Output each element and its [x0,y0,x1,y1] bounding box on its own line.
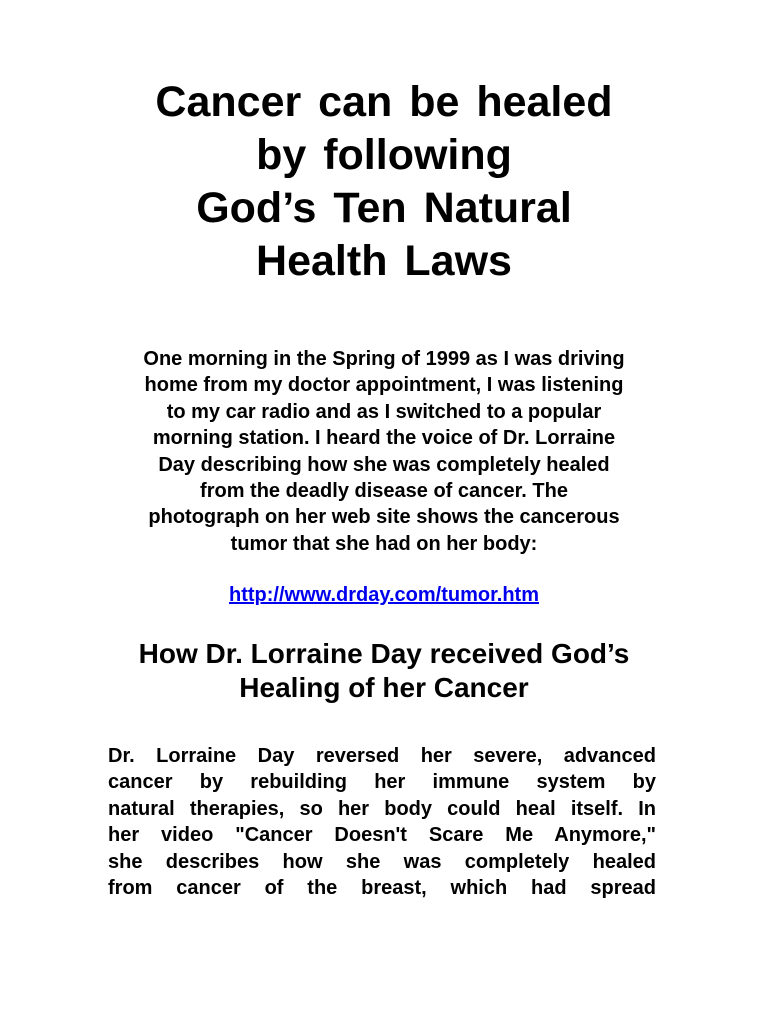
body-line-2: cancer by rebuilding her immune system by [108,771,656,794]
intro-line-3: to my car radio and as I switched to a popular [166,400,602,423]
tumor-link-row [0,582,768,608]
body-line-4: her video "Cancer Doesn't Scare Me Anymore," [108,824,656,847]
section-heading [60,637,708,705]
intro-paragraph [90,346,678,557]
intro-line-8: tumor that she had on her body: [230,532,538,555]
section-heading-line-1: How Dr. Lorraine Day received God’s [138,638,630,669]
body-paragraph [108,743,656,901]
body-line-1: Dr. Lorraine Day reversed her severe, advanced [108,745,656,767]
intro-line-7: photograph on her web site shows the cancerous [148,506,620,529]
body-line-6: from cancer of the breast, which had spread [108,877,656,900]
intro-line-2: home from my doctor appointment, I was listening [144,374,624,397]
intro-line-6: from the deadly disease of cancer. The [200,480,568,503]
title-line-3: God’s Ten Natural [196,184,572,232]
tumor-page-link[interactable]: http://www.drday.com/tumor.htm [229,584,539,606]
intro-line-1: One morning in the Spring of 1999 as I was driving [143,348,625,370]
body-line-3: natural therapies, so her body could heal itself. In [108,797,656,820]
title-line-4: Health Laws [256,237,512,285]
intro-line-5: Day describing how she was completely healed [158,453,610,476]
title-line-2: by following [256,131,512,179]
section-heading-line-2: Healing of her Cancer [239,672,529,703]
document-title [60,76,708,288]
title-line-1: Cancer can be healed [155,78,613,126]
intro-line-4: morning station. I heard the voice of Dr. Lorraine [152,427,616,450]
body-line-5: she describes how she was completely healed [108,850,656,873]
